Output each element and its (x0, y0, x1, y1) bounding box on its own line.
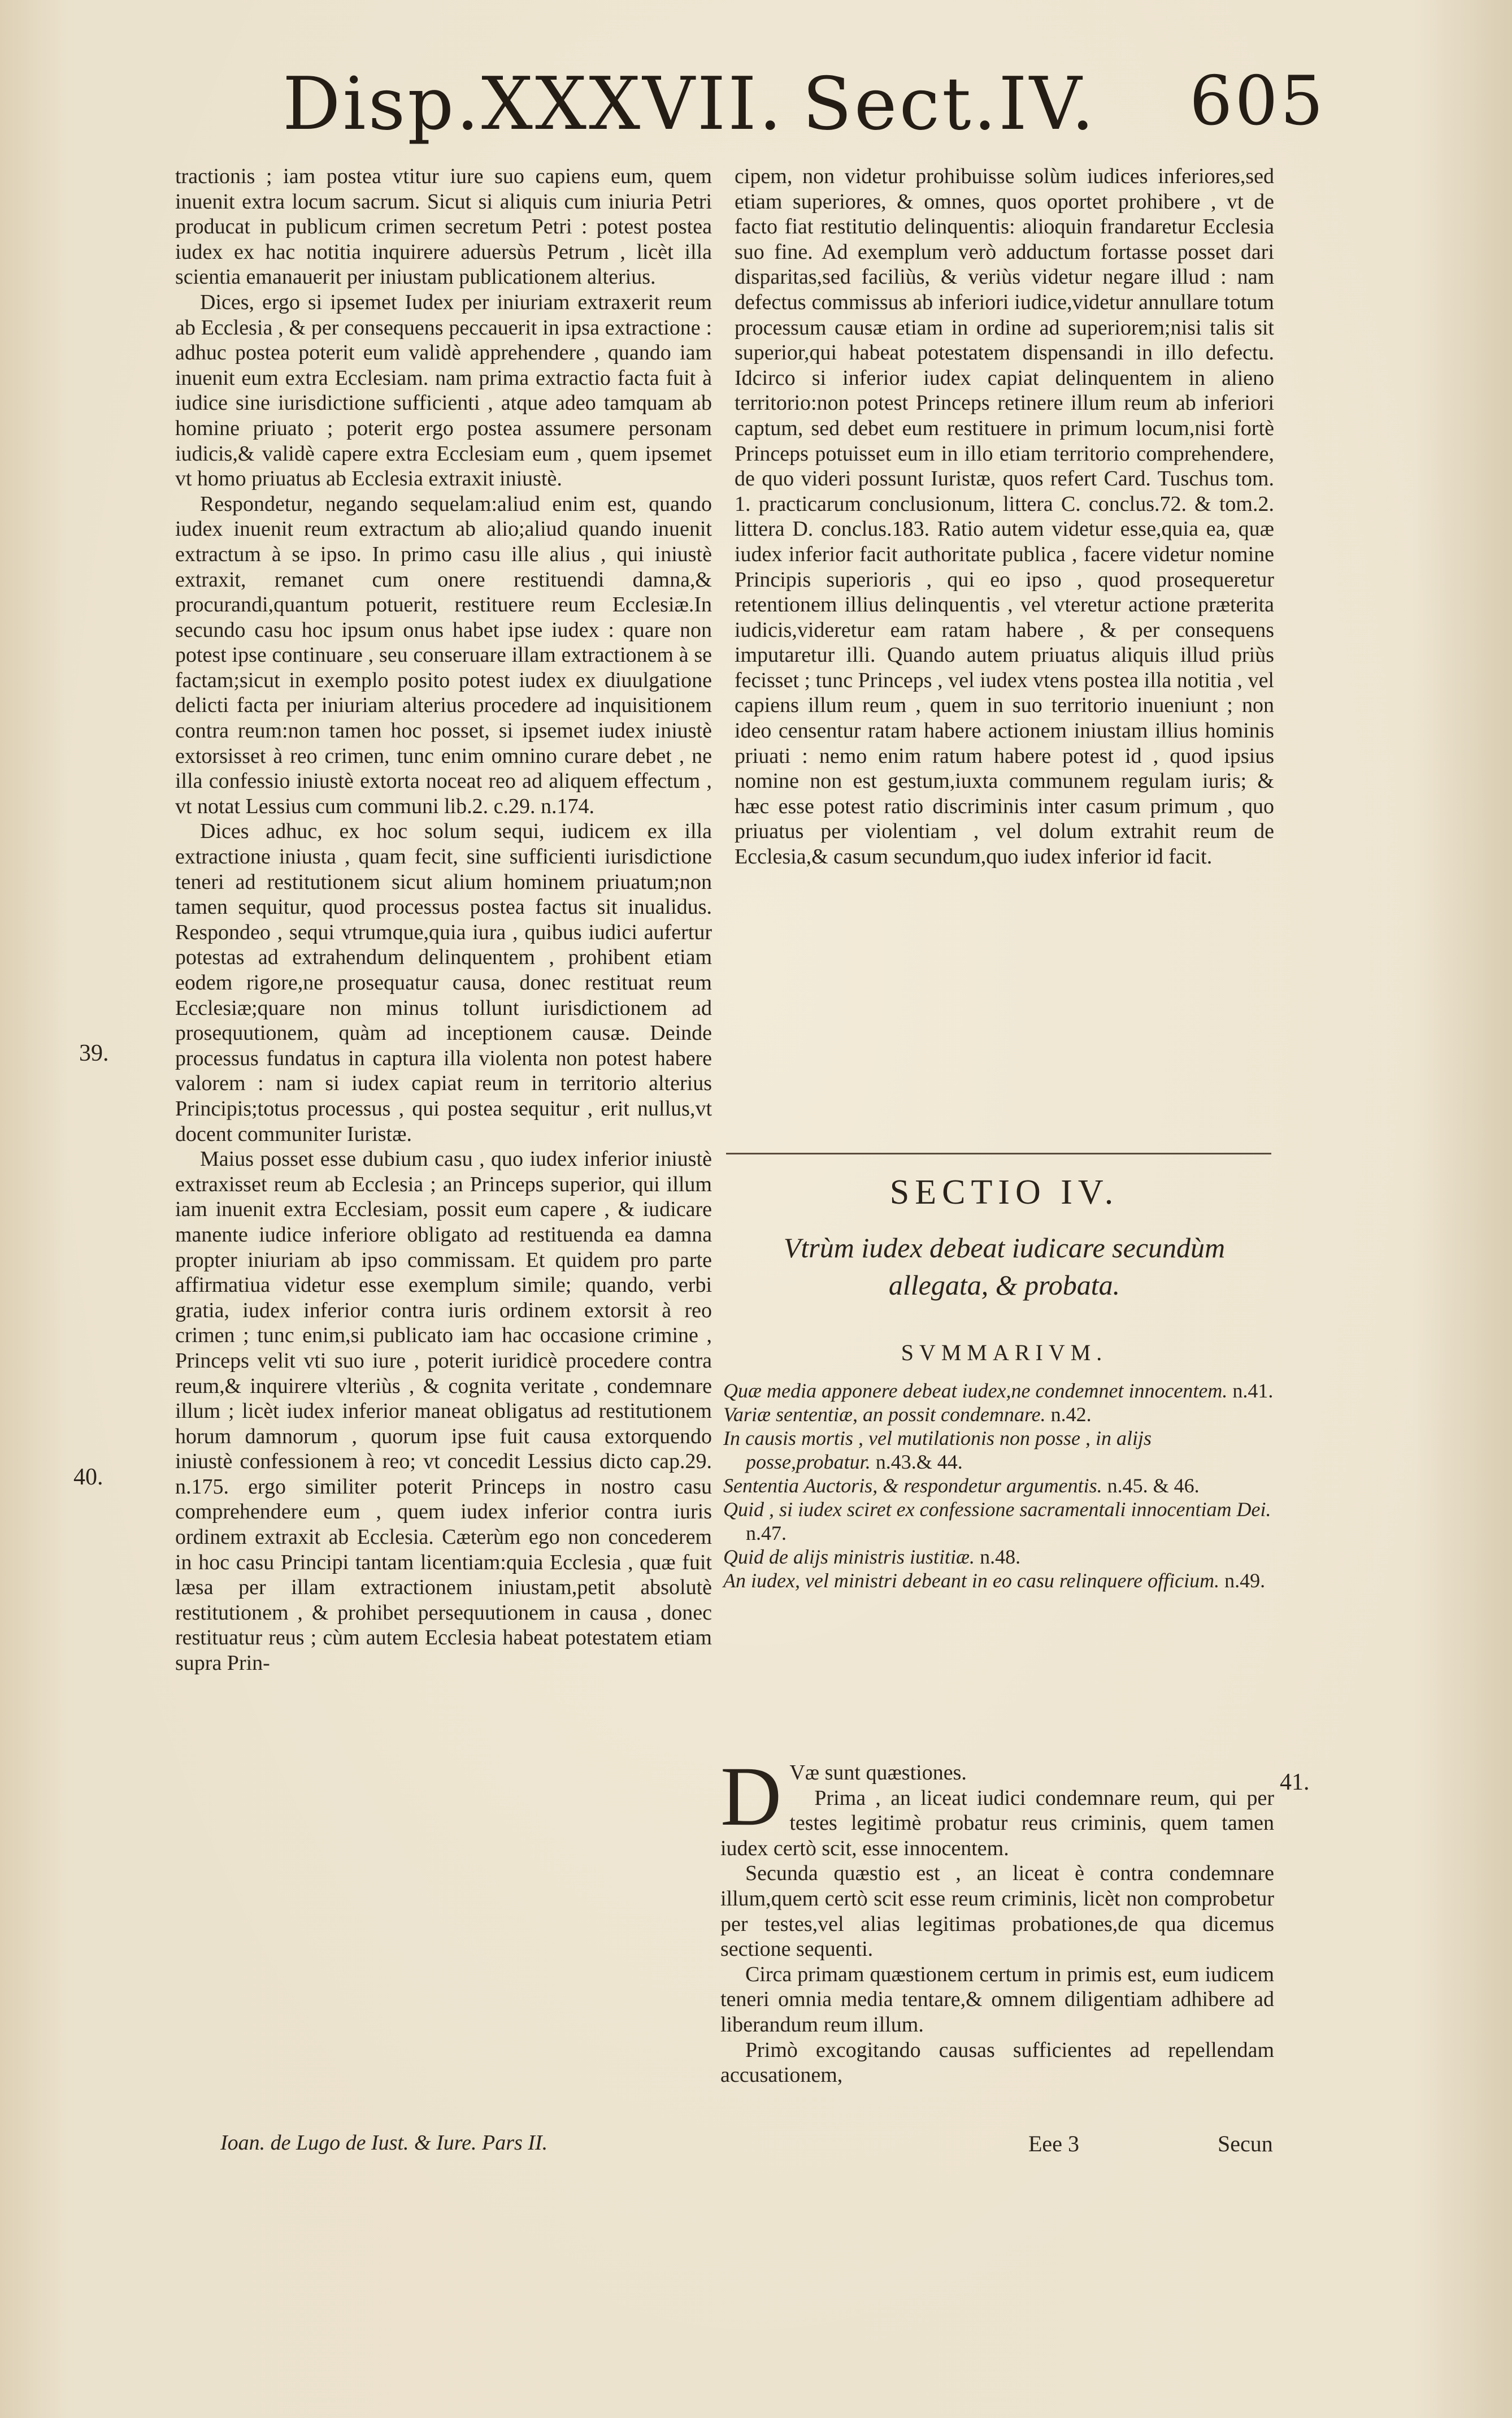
summary-item: Variæ sententiæ, an possit condemnare. n.42. (723, 1403, 1092, 1426)
running-header (0, 62, 1512, 158)
margin-number-39: 39. (79, 1040, 109, 1066)
margin-number-41: 41. (1280, 1769, 1310, 1795)
drop-cap: D (720, 1750, 782, 1843)
summary-item: Quid de alijs ministris iustitiæ. n.48. (723, 1546, 1021, 1568)
paragraph: Respondetur, negando sequelam:aliud enim est, quando iudex inuenit reum extractum ab alio;aliud quando inuenit extractum à se ipso. In primo casu ille alius , qui iniustè extraxit, remanet cum onere restituendi damna,& procurandi,quantum potuerit, restituere reum Ecclesiæ.In secundo casu hoc ipsum onus habet ipse iudex : quare non potest ipse continuare , seu conseruare illam extractionem à se factam;sicut in exemplo posito potest iudex ex diuulgatione delicti facta per iniuriam alterius procedere ad inquisitionem contra reum:non tamen hoc posset, si ipsemet iudex iniustè extorsisset à reo crimen, tunc enim omnino curare debet , ne illa confessio iniustè extorta noceat reo ad aliquem effectum , vt notat Lessius cum communi lib.2. c.29. n.174. (175, 492, 712, 818)
paragraph: Dices adhuc, ex hoc solum sequi, iudicem ex illa extractione iniusta , quam fecit, sine sufficienti iurisdictione teneri ad restitutionem sicut alium hominem priuatum;non tamen sequitur, quod processus postea factus sit inualidus. Respondeo , sequi vtrumque,quia iura , quibus iudici aufertur potestas ad extrahendum delinquentem , prohibent etiam eodem rigore,ne prosequatur causa, donec restituat reum Ecclesiæ;quare non minus tollunt iurisdictionem ad prosequutionem, quàm ad inceptionem causæ. Deinde processus fundatus in captura illa violenta non potest habere valorem : nam si iudex capiat reum in territorio alterius Principis;totus processus , qui postea sequitur , erit nullus,vt docent communiter Iuristæ. (175, 819, 712, 1146)
paragraph: Secunda quæstio est , an liceat è contra condemnare illum,quem certò scit esse reum criminis, licèt non comprobetur per testes,vel alias legitimas probationes,de qua dicemus sectione sequenti. (720, 1861, 1274, 1961)
paragraph: Maius posset esse dubium casu , quo iudex inferior iniustè extraxisset reum ab Ecclesia ; an Princeps superior, qui illum iam inuenit extra Ecclesiam, possit eum capere , & iudicare manente iudice inferiore obligato ad restituenda ea damna propter iniuriam ab ipso commissam. Et quidem pro parte affirmatiua videtur esse exemplum simile; quando, verbi gratia, iudex inferior contra iuris ordinem extorsit à reo crimen ; tunc enim,si publicato iam hac occasione crimine , Princeps velit vti suo iure , poterit iuridicè procedere contra reum,& inquirere vlteriùs , & cognita veritate , condemnare illum ; licèt iudex inferior maneat obligatus ad restitutionem horum damnorum , quorum ipse fuit causa extorquendo iniustè confessionem à reo; vt concedit Lessius dicto cap.29. n.175. ergo similiter poterit Princeps in nostro casu comprehendere eum , quem iudex inferior contra iuris ordinem extraxit ab Ecclesia. Cæterùm ego non concederem in hoc casu Principi tantam licentiam:quia Ecclesia , quæ fuit læsa per illam extractionem iniustam,petit absolutè restitutionem , & prohibet persequutionem in causa , donec restituatur reus ; cùm autem Ecclesia habeat potestatem etiam supra Prin- (175, 1147, 712, 1675)
header-section: Sect.IV. (802, 62, 1097, 146)
paragraph: Primò excogitando causas sufficientes ad repellendam accusationem, (720, 2038, 1274, 2087)
summary-item: In causis mortis , vel mutilationis non posse , in alijs posse,probatur. n.43.& 44. (723, 1427, 1152, 1473)
summary-item: Quæ media apponere debeat iudex,ne condemnet innocentem. n.41. (723, 1379, 1274, 1402)
section-heading: SECTIO IV. (889, 1173, 1119, 1212)
section-title-line: Vtrùm iudex debeat iudicare secundùm (783, 1232, 1226, 1264)
section-title-line: allegata, & probata. (888, 1269, 1120, 1301)
catchword: Secun (1218, 2131, 1273, 2156)
summary-list (723, 1379, 1277, 1592)
summary-item: Quid , si iudex sciret ex confessione sacramentali innocentiam Dei. n.47. (723, 1498, 1271, 1544)
summary-heading: SVMMARIVM. (901, 1340, 1108, 1365)
signature-mark: Eee 3 (1028, 2131, 1079, 2156)
first-paragraph: D Væ sunt quæstiones. (720, 1750, 967, 1843)
paragraph: cipem, non videtur prohibuisse solùm iudices inferiores,sed etiam superiores, & omnes, quos oportet prohibere , vt de facto fiat restitutio delinquentis: alioquin frandaretur Ecclesia suo fine. Ad exemplum verò adductum fortasse posset dari disparitas,sed faciliùs, & veriùs videtur negare illud : nam defectus commissus ab inferiori iudice,videtur annullare totum processum causæ etiam in ordine ad superiorem;nisi talis sit superior,qui habeat potestatem dispensandi in illo defectu. Idcirco si inferior iudex capiat delinquentem in alieno territorio:non potest Princeps retinere illum reum ab inferiori captum, sed debet eum restituere in primum locum,nisi fortè Princeps potuisset eum in illo etiam territorio comprehendere, de quo videri possunt Iuristæ, quos refert Card. Tuschus tom. 1. practicarum conclusionum, littera C. conclus.72. & tom.2. littera D. conclus.183. Ratio autem videtur esse,quia ea, quæ iudex inferior facit authoritate publica , facere videtur nomine Principis superioris , qui eo ipso , quod prosequeretur retentionem illius delinquentis , vel vteretur actione præterita iudicis,videretur eam ratam habere , & per consequens imputaretur illi. Quando autem priuatus aliquis illud priùs fecisset ; tunc Princeps , vel iudex vtens postea illa notitia , vel capiens illum reum , quem in suo territorio inueniunt ; non ideo censentur ratam habere actionem iniustam illius hominis priuati : nemo enim ratum habere potest id , quod ipsius nomine non est gestum,iuxta communem regulam iuris; & hæc esse potest ratio discriminis inter casum primum , quo priuatus per violentiam , vel dolum extrahit reum de Ecclesia,& casum secundum,quo iudex inferior id facit. (735, 164, 1274, 869)
right-column-bottom (720, 1750, 1274, 2088)
paragraph: Prima , an liceat iudici condemnare reum, qui per testes legitimè probatur reus criminis, quem tamen iudex certò scit, esse innocentem. (720, 1786, 1274, 1860)
paragraph: tractionis ; iam postea vtitur iure suo capiens eum, quem inuenit extra locum sacrum. Sicut si aliquis cum iniuria Petri producat in publicum crimen secretum Petri : potest postea iudex ex hac notitia inquirere aduersùs Petrum , licèt illa scientia emanauerit per iniustam publicationem alterius. (175, 164, 712, 289)
margin-number-40: 40. (73, 1464, 103, 1490)
right-column-top (735, 164, 1274, 870)
paragraph: Dices, ergo si ipsemet Iudex per iniuriam extraxerit reum ab Ecclesia , & per consequens peccauerit in ipsa extractione : adhuc postea poterit eum validè apprehendere , quando iam inuenit eum extra Ecclesiam. nam prima extractio facta fuit à iudice sine iurisdictione sufficienti , atque adeo tamquam ab homine priuato ; poterit ergo postea assumere personam iudicis,& validè capere extra Ecclesiam eum , quem ipsemet vt homo priuatus ab Ecclesia extraxit iniustè. (175, 290, 712, 491)
paragraph: Circa primam quæstionem certum in primis est, eum iudicem teneri omnia media tentare,& omnem diligentiam adhibere ad liberandum reum illum. (720, 1962, 1274, 2037)
footer-author: Ioan. de Lugo de Iust. & Iure. Pars II. (220, 2131, 548, 2155)
header-disputation: Disp.XXXVII. (283, 62, 784, 146)
left-column (175, 164, 712, 1676)
page-number: 605 (1189, 62, 1326, 141)
section-divider (726, 1153, 1271, 1154)
summary-item: An iudex, vel ministri debeant in eo casu relinquere officium. n.49. (723, 1569, 1266, 1592)
section-title (735, 1229, 1274, 1304)
summary-item: Sententia Auctoris, & respondetur argumentis. n.45. & 46. (723, 1474, 1200, 1497)
